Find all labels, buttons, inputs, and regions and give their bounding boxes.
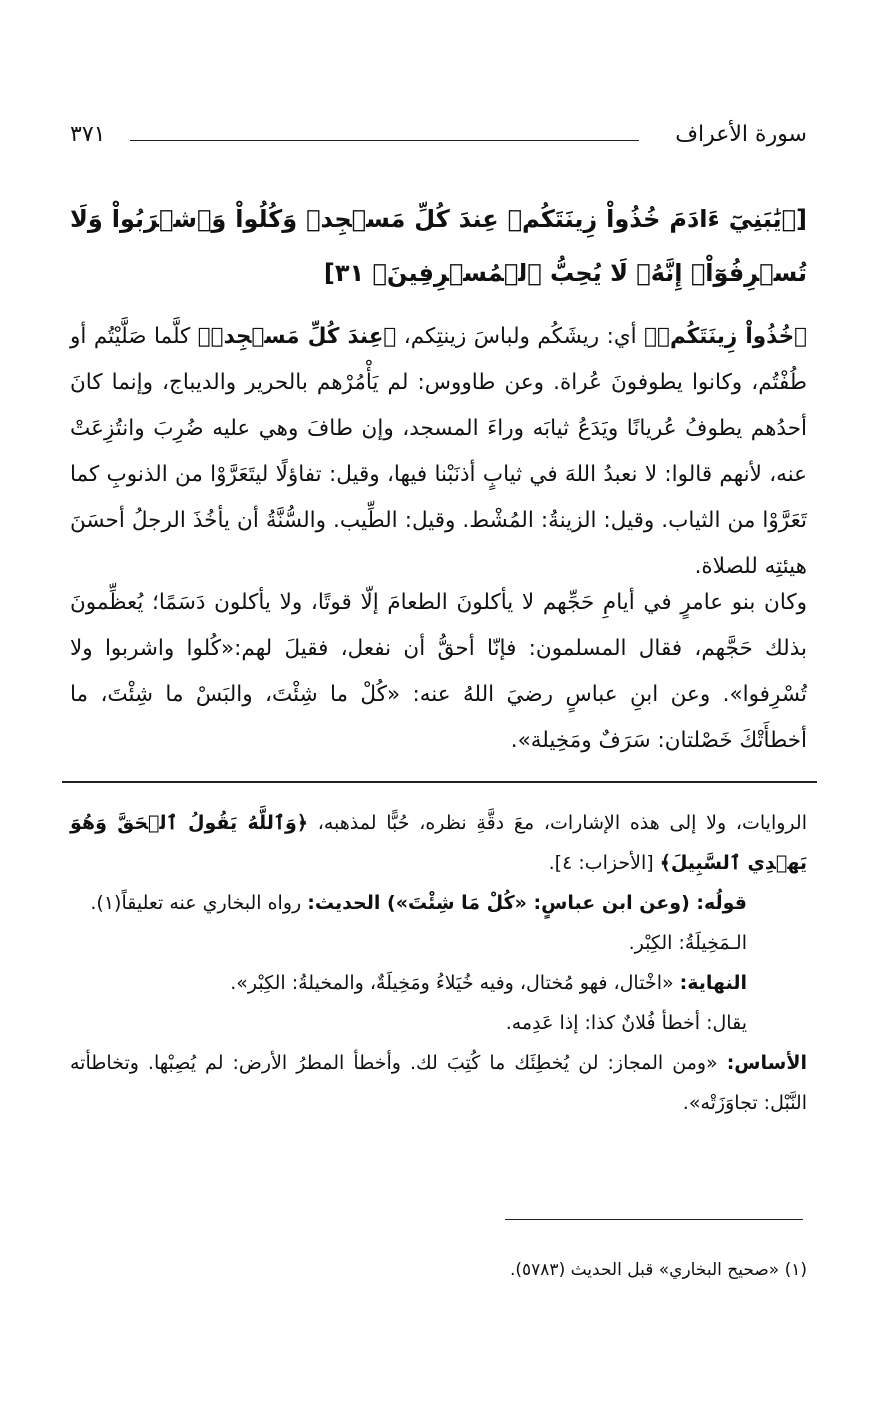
commentary-notes — [70, 803, 807, 1123]
tafsir-paragraph-1 — [70, 314, 807, 590]
footnote-text: (١) «صحيح البخاري» قبل الحديث (٥٧٨٣). — [509, 1260, 807, 1280]
surah-title: سورة الأعراف — [675, 122, 807, 147]
note-line: الـمَخِيلَةُ: الكِبْر. — [628, 932, 747, 954]
tafsir-text: كلَّما صَلَّيْتُم أو طُفْتُم، وكانوا يطوفونَ عُراة. وعن طاووس: لم يَأْمُرْهم بالحرير والديباج، وإنما كانَ أحدُهم يطوفُ عُريانًا ويَدَعُ ثيابَه وراءَ المسجد، وإن طافَ وهي عليه ضُرِبَ وانتُزِعَتْ عنه، لأنهم قالوا: لا نعبدُ اللهَ في ثيابٍ أذنَبْنا فيها، وقيل: تفاؤلًا ليتَعَرَّوْا من الذنوبِ كما تَعَرَّوْا من الثياب. وقيل: الزينةُ: المُشْط. وقيل: الطِّيب. والسُّنَّةُ أن يأخُذَ الرجلُ أحسَنَ هيئتِه للصلاة. — [70, 324, 807, 579]
note-line: الأساس: «ومن المجاز: لن يُخطِئَك ما كُتِبَ لك. وأخطأ المطرُ الأرض: لم يُصِبْها. وتخاطأته النَّبْل: تجاوَزَتْه». — [70, 1052, 807, 1114]
quran-quote: ﴿عِندَ كُلِّ مَسۡجِدٖ﴾ — [197, 324, 397, 349]
quran-quote: ﴿وَٱللَّهُ يَقُولُ ٱلۡحَقَّ وَهُوَ يَهۡدِي ٱلسَّبِيلَ﴾ — [70, 812, 807, 874]
tafsir-paragraph-2 — [70, 580, 807, 764]
note-label: الأساس: — [726, 1052, 807, 1074]
verse-text: [﴿يَٰبَنِيٓ ءَادَمَ خُذُواْ زِينَتَكُمۡ عِندَ كُلِّ مَسۡجِدٖ وَكُلُواْ وَٱشۡرَبُواْ وَلَا تُسۡرِفُوٓاْۚ إِنَّهُۥ لَا يُحِبُّ ٱلۡمُسۡرِفِينَ﴾ ٣١] — [70, 205, 807, 287]
page-header — [70, 122, 807, 162]
note-line: يقال: أخطأ فُلانٌ كذا: إذا عَدِمه. — [505, 1012, 747, 1034]
tafsir-text-1 — [70, 314, 807, 590]
note-label: النهاية: — [679, 972, 747, 994]
header-rule — [130, 140, 639, 141]
footnote-rule — [505, 1219, 803, 1220]
quran-quote: ﴿خُذُواْ زِينَتَكُمۡ﴾ — [644, 324, 807, 349]
section-divider — [62, 781, 817, 783]
note-label: قولُه: (وعن ابن عباسٍ: «كُلْ مَا شِئْتَ») الحديث: — [307, 892, 747, 914]
note-line: قولُه: (وعن ابن عباسٍ: «كُلْ مَا شِئْتَ») الحديث: رواه البخاري عنه تعليقاً(١). — [90, 892, 747, 914]
quran-verse — [70, 192, 807, 300]
page-number: ٣٧١ — [70, 122, 106, 147]
footnote — [70, 1238, 807, 1302]
tafsir-text: أي: ريشَكُم ولباسَ زينتِكم، — [396, 324, 645, 349]
note-line: النهاية: «اخْتال، فهو مُختال، وفيه خُيَلاءُ ومَخِيلَةٌ، والمخيلةُ: الكِبْر». — [230, 972, 747, 994]
tafsir-text-2: وكان بنو عامرٍ في أيامِ حَجِّهم لا يأكلونَ الطعامَ إلّا قوتًا، ولا يأكلون دَسَمًا؛ يُعظِّمونَ بذلك حَجَّهم، فقال المسلمون: فإنّا أحقُّ أن نفعل، فقيلَ لهم:«كُلوا واشربوا ولا تُسْرِفوا». وعن ابنِ عباسٍ رضيَ اللهُ عنه: «كُلْ ما شِئْتَ، والبَسْ ما شِئْتَ، ما أخطأَتْكَ خَصْلتان: سَرَفٌ ومَخِيلة». — [70, 590, 807, 753]
note-line: الروايات، ولا إلى هذه الإشارات، معَ دقَّةِ نظره، حُبًّا لمذهبه، ﴿وَٱللَّهُ يَقُولُ ٱلۡحَقَّ وَهُوَ يَهۡدِي ٱلسَّبِيلَ﴾ [الأحزاب: ٤]. — [70, 812, 807, 874]
